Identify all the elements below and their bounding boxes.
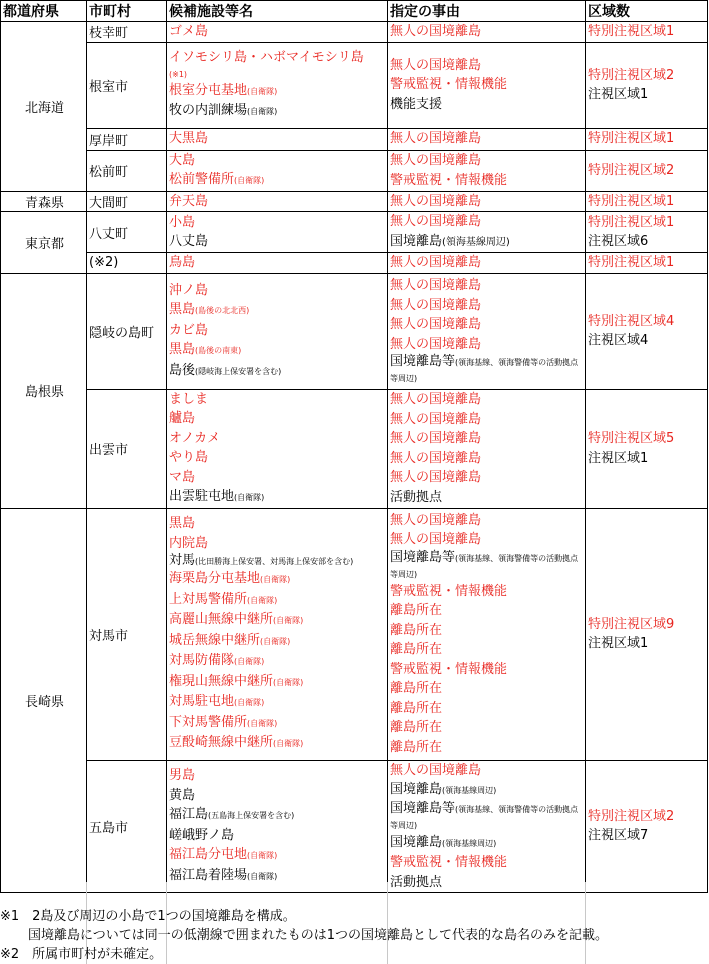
- facility-name: 根室分屯基地: [169, 82, 248, 98]
- zone-cell: [586, 212, 708, 253]
- pref-cell: 東京都: [1, 212, 87, 274]
- reason-cell: [388, 273, 586, 389]
- facility-note: (自衛隊): [247, 86, 278, 96]
- reason-text: 無人の国境離島: [390, 214, 482, 229]
- zone-cell: [586, 253, 708, 274]
- facility-cell: [167, 273, 388, 389]
- reason-cell: [388, 42, 586, 128]
- zone-text: 特別注視区域1: [588, 193, 675, 209]
- reason-text: 警戒監視・情報機能: [390, 583, 508, 599]
- facility-note: (自衛隊): [234, 176, 265, 185]
- reason-text: 国境離島: [390, 233, 443, 249]
- facility-name: 権現山無線中継所: [169, 673, 274, 689]
- zone-text: 注視区域1: [588, 87, 649, 102]
- reason-text: 警戒監視・情報機能: [390, 855, 508, 870]
- zone-cell: [586, 42, 708, 128]
- zone-text: 特別注視区域2: [588, 808, 675, 824]
- facility-note: (島後の南東): [195, 346, 242, 356]
- reason-note: (領海基線、領海警備等の活動拠点等周辺): [390, 553, 579, 579]
- facility-cell: [167, 42, 388, 128]
- zone-cell: [586, 508, 708, 760]
- facility-name: 福江島: [169, 807, 209, 823]
- muni-cell: 五島市: [87, 760, 167, 893]
- facility-cell: [167, 128, 388, 150]
- reason-cell: [388, 22, 586, 43]
- facility-name: カビ島: [169, 322, 209, 338]
- facility-name: 福江島分屯地: [169, 847, 248, 863]
- header-facility: 候補施設等名: [167, 1, 388, 22]
- reason-text: 警戒監視・情報機能: [390, 661, 508, 677]
- muni-cell: 出雲市: [87, 389, 167, 508]
- reason-text: 無人の国境離島: [390, 131, 482, 147]
- muni-cell: 厚岸町: [87, 128, 167, 150]
- facility-name: 弁天島: [169, 193, 209, 209]
- reason-cell: [388, 191, 586, 212]
- reason-text: 離島所在: [390, 700, 443, 716]
- reason-text: 警戒監視・情報機能: [390, 77, 508, 93]
- zone-text: 特別注視区域5: [588, 431, 675, 446]
- pref-cell: 長崎県: [1, 508, 87, 893]
- zone-text: 特別注視区域4: [588, 313, 675, 329]
- facility-name: 大島: [169, 152, 196, 168]
- reason-text: 離島所在: [390, 622, 443, 638]
- zone-cell: [586, 22, 708, 43]
- reason-text: 離島所在: [390, 642, 443, 658]
- reason-text: 国境離島: [390, 782, 443, 797]
- reason-cell: [388, 212, 586, 253]
- facility-name: 島後: [169, 362, 196, 378]
- facility-note: (自衛隊): [273, 739, 304, 749]
- facility-name: 艫島: [169, 411, 196, 426]
- facility-note: (自衛隊): [247, 718, 278, 728]
- reason-text: 無人の国境離島: [390, 470, 482, 485]
- reason-text: 無人の国境離島: [390, 450, 482, 466]
- zone-text: 特別注視区域1: [588, 214, 675, 230]
- header-prefecture: 都道府県: [1, 1, 87, 22]
- facility-note: (島後の北北西): [195, 306, 250, 316]
- facility-note: (※1): [169, 69, 188, 79]
- facility-name: 海栗島分屯基地: [169, 571, 261, 587]
- facility-name: 高麗山無線中継所: [169, 612, 274, 628]
- reason-text: 離島所在: [390, 681, 443, 697]
- muni-cell: 八丈町: [87, 212, 167, 253]
- facility-cell: [167, 508, 388, 760]
- zone-cell: [586, 760, 708, 893]
- zone-cell: [586, 128, 708, 150]
- zone-cell: [586, 150, 708, 191]
- facility-cell: [167, 22, 388, 43]
- facility-note: (自衛隊): [247, 871, 278, 881]
- facility-name: マ島: [169, 469, 196, 485]
- reason-text: 離島所在: [390, 603, 443, 619]
- facility-note: (自衛隊): [260, 636, 291, 646]
- zone-cell: [586, 191, 708, 212]
- reason-text: 離島所在: [390, 739, 443, 755]
- facility-name: 黒島: [169, 342, 196, 358]
- muni-cell: 枝幸町: [87, 22, 167, 43]
- footnotes: [0, 907, 709, 964]
- reason-note: (領海基線、領海警備等の活動拠点等周辺): [390, 358, 579, 383]
- facility-note: (自衛隊): [260, 575, 291, 585]
- pref-cell: 北海道: [1, 22, 87, 192]
- reason-cell: [388, 760, 586, 893]
- facility-note: (自衛隊): [247, 107, 278, 117]
- reason-text: 無人の国境離島: [390, 392, 482, 407]
- facility-name: 黄島: [169, 787, 196, 803]
- facility-name: ましま: [169, 391, 209, 407]
- reason-note: (領海基線周辺): [442, 838, 497, 848]
- facility-cell: [167, 150, 388, 191]
- reason-text: 無人の国境離島: [390, 278, 482, 293]
- facility-note: (五島海上保安署を含む): [208, 811, 295, 821]
- header-zones: 区域数: [586, 1, 708, 22]
- reason-text: 無人の国境離島: [390, 24, 482, 39]
- facility-name: 内院島: [169, 535, 209, 551]
- reason-cell: [388, 253, 586, 274]
- facility-name: 対馬駐屯地: [169, 694, 235, 710]
- facility-name: 豆酘崎無線中継所: [169, 735, 274, 751]
- facility-cell: [167, 760, 388, 893]
- reason-text: 国境離島等: [390, 549, 456, 565]
- facility-name: 松前警備所: [169, 172, 235, 187]
- reason-cell: [388, 150, 586, 191]
- zone-text: 特別注視区域1: [588, 131, 675, 147]
- muni-cell: 根室市: [87, 42, 167, 128]
- facility-note: (自衛隊): [234, 698, 265, 708]
- reason-text: 離島所在: [390, 720, 443, 736]
- reason-text: 警戒監視・情報機能: [390, 172, 508, 188]
- reason-text: 無人の国境離島: [390, 317, 482, 332]
- reason-cell: [388, 508, 586, 760]
- reason-note: (領海基線周辺): [442, 236, 510, 248]
- facility-note: (比田勝海上保安署、対馬海上保安部を含む): [195, 557, 354, 567]
- reason-text: 無人の国境離島: [390, 512, 482, 528]
- zone-text: 注視区域1: [588, 450, 649, 466]
- facility-name: 沖ノ島: [169, 282, 209, 298]
- pref-cell: 島根県: [1, 273, 87, 508]
- facility-cell: [167, 389, 388, 508]
- facility-name: 小島: [169, 214, 196, 230]
- facility-name: 福江島着陸場: [169, 867, 248, 883]
- reason-text: 無人の国境離島: [390, 431, 482, 446]
- pref-cell: 青森県: [1, 191, 87, 212]
- zone-text: 注視区域7: [588, 828, 649, 844]
- header-municipality: 市町村: [87, 1, 167, 22]
- zone-text: 注視区域6: [588, 234, 649, 249]
- reason-text: 国境離島等: [390, 354, 456, 369]
- facility-name: 黒島: [169, 302, 196, 318]
- facility-name: 対馬: [169, 553, 196, 569]
- zone-text: 特別注視区域1: [588, 255, 675, 270]
- zone-text: 特別注視区域2: [588, 162, 675, 178]
- facility-cell: [167, 191, 388, 212]
- footnote-1: ※1 2島及び周辺の小島で1つの国境離島を構成。: [0, 909, 296, 924]
- facility-name: オノカメ: [169, 430, 221, 446]
- facility-name: 上対馬警備所: [169, 591, 248, 607]
- zone-text: 特別注視区域1: [588, 24, 675, 39]
- reason-text: 無人の国境離島: [390, 532, 482, 548]
- facility-name: 鳥島: [169, 255, 196, 270]
- reason-text: 無人の国境離島: [390, 762, 482, 778]
- reason-text: 機能支援: [390, 96, 443, 112]
- footnote-1-detail: 国境離島については同一の低潮線で囲まれたものは1つの国境離島として代表的な島名のみを記載。: [28, 928, 609, 943]
- muni-cell: 隠岐の島町: [87, 273, 167, 389]
- facility-note: (自衛隊): [273, 677, 304, 687]
- facility-name: 牧の内訓練場: [169, 103, 248, 119]
- facility-name: ゴメ島: [169, 24, 209, 39]
- facility-cell: [167, 212, 388, 253]
- reason-text: 活動拠点: [390, 489, 443, 505]
- reason-text: 活動拠点: [390, 874, 443, 890]
- facility-name: 出雲駐屯地: [169, 489, 235, 504]
- reason-text: 無人の国境離島: [390, 411, 482, 427]
- reason-text: 無人の国境離島: [390, 57, 482, 73]
- zone-text: 注視区域1: [588, 636, 649, 651]
- facility-note: (自衛隊): [247, 595, 278, 605]
- reason-text: 国境離島: [390, 834, 443, 850]
- muni-cell: 大間町: [87, 191, 167, 212]
- reason-note: (領海基線周辺): [442, 786, 497, 795]
- muni-cell: 松前町: [87, 150, 167, 191]
- zone-text: 注視区域4: [588, 333, 649, 348]
- footnote-2: ※2 所属市町村が未確定。: [0, 947, 163, 962]
- zone-text: 特別注視区域2: [588, 67, 675, 83]
- zone-text: 特別注視区域9: [588, 616, 675, 632]
- facility-note: (自衛隊): [234, 493, 265, 502]
- facility-name: 大黒島: [169, 131, 209, 147]
- muni-cell: (※2): [87, 253, 167, 274]
- reason-note: (領海基線、領海警備等の活動拠点等周辺): [390, 804, 579, 830]
- reason-text: 無人の国境離島: [390, 193, 482, 209]
- zone-cell: [586, 273, 708, 389]
- facility-note: (自衛隊): [247, 851, 278, 861]
- facility-name: イソモシリ島・ハボマイモシリ島: [169, 50, 364, 66]
- facility-note: (隠岐海上保安署を含む): [195, 366, 282, 376]
- reason-text: 無人の国境離島: [390, 255, 482, 270]
- reason-text: 無人の国境離島: [390, 336, 482, 352]
- muni-cell: 対馬市: [87, 508, 167, 760]
- reason-text: 国境離島等: [390, 800, 456, 816]
- facility-name: 男島: [169, 768, 196, 784]
- facility-note: (自衛隊): [273, 616, 304, 626]
- facility-name: 黒島: [169, 516, 196, 532]
- facility-name: 八丈島: [169, 234, 209, 249]
- facility-name: 嵯峨野ノ島: [169, 827, 235, 843]
- header-reason: 指定の事由: [388, 1, 586, 22]
- facility-name: やり島: [169, 450, 209, 465]
- facility-name: 対馬防備隊: [169, 653, 235, 669]
- reason-cell: [388, 128, 586, 150]
- facility-note: (自衛隊): [234, 657, 265, 667]
- reason-text: 無人の国境離島: [390, 153, 482, 168]
- facility-cell: [167, 253, 388, 274]
- facility-name: 下対馬警備所: [169, 714, 248, 730]
- zone-cell: [586, 389, 708, 508]
- reason-text: 無人の国境離島: [390, 297, 482, 313]
- facility-name: 城岳無線中継所: [169, 632, 261, 648]
- reason-cell: [388, 389, 586, 508]
